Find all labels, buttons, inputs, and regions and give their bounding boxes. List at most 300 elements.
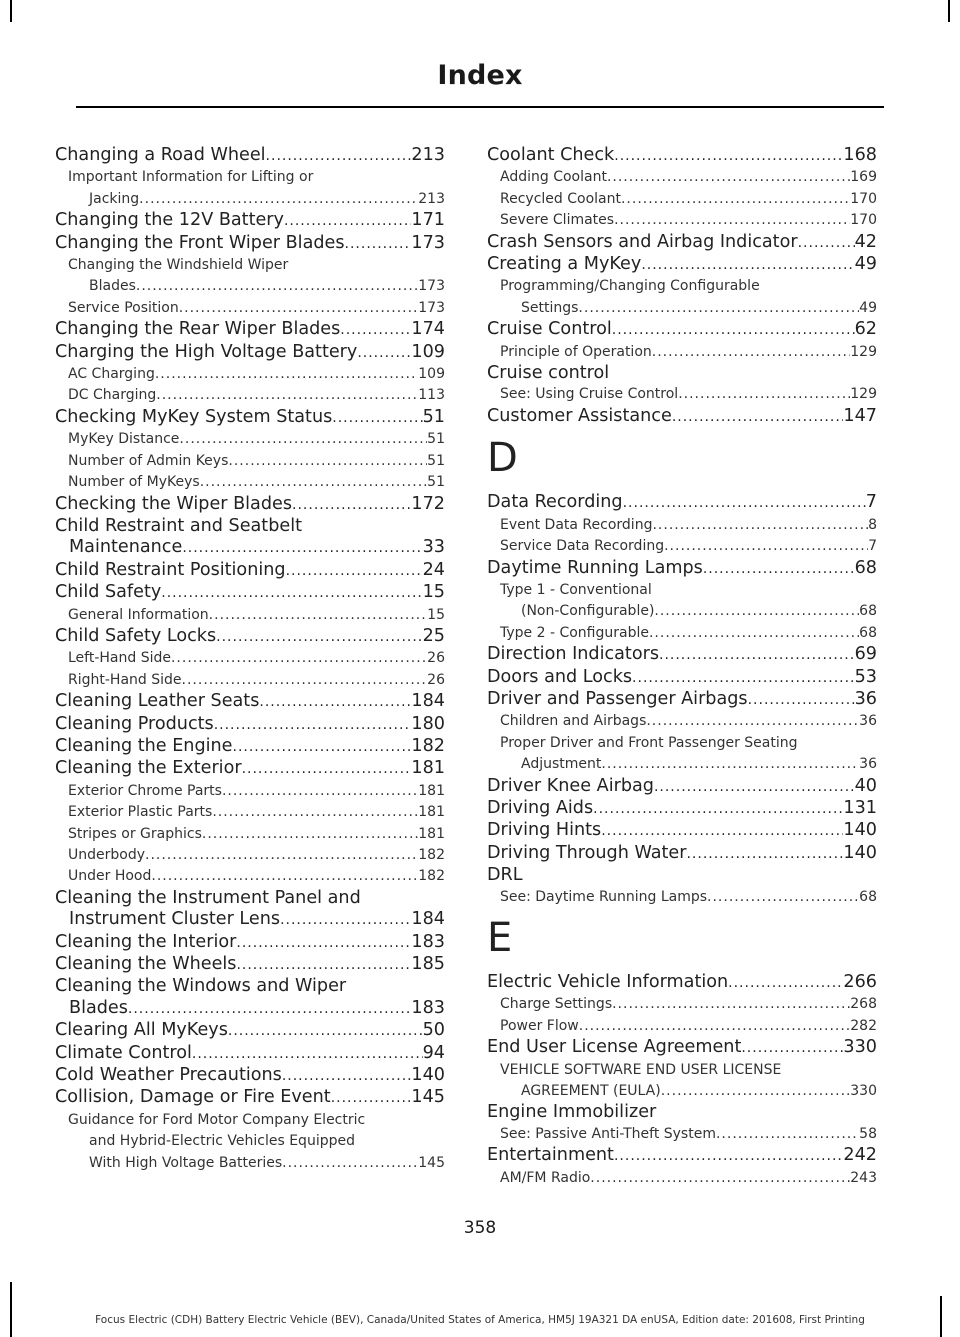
- index-subentry[interactable]: [55, 385, 445, 406]
- page-reference: 172: [411, 493, 445, 514]
- index-heading-line: and Hybrid-Electric Vehicles Equipped: [89, 1133, 355, 1150]
- page-reference: 49: [854, 254, 877, 275]
- index-entry[interactable]: [55, 909, 445, 931]
- dot-leader: [292, 495, 411, 516]
- page-reference: 169: [850, 169, 877, 186]
- dot-leader: [641, 255, 854, 276]
- entry-label: Doors and Locks: [487, 666, 633, 687]
- entry-label: Entertainment: [487, 1145, 614, 1166]
- index-entry[interactable]: [55, 1043, 445, 1065]
- index-entry[interactable]: [55, 319, 445, 341]
- index-heading-line: Cruise control: [487, 363, 610, 384]
- dot-leader: [357, 343, 411, 364]
- index-entry[interactable]: [55, 932, 445, 954]
- entry-label: Power Flow: [500, 1017, 579, 1034]
- index-subentry[interactable]: [487, 1168, 877, 1189]
- entry-label: MyKey Distance: [68, 431, 180, 448]
- index-heading-line: Guidance for Ford Motor Company Electric: [68, 1111, 366, 1128]
- page-number: 358: [463, 1218, 497, 1238]
- dot-leader: [155, 364, 418, 385]
- entry-label: Exterior Chrome Parts: [68, 782, 222, 799]
- index-subentry[interactable]: [55, 429, 445, 450]
- page-reference: 129: [850, 343, 877, 360]
- entry-label: Cleaning Products: [55, 713, 214, 734]
- page-reference: 69: [854, 644, 877, 665]
- entry-label: Maintenance: [69, 537, 183, 558]
- page-reference: 62: [854, 319, 877, 340]
- index-subentry[interactable]: [55, 276, 445, 297]
- entry-label: Adding Coolant: [500, 169, 607, 186]
- index-entry[interactable]: [487, 492, 877, 514]
- page-reference: 147: [843, 405, 877, 426]
- entry-label: Daytime Running Lamps: [487, 557, 703, 578]
- index-entry[interactable]: [55, 494, 445, 516]
- index-entry[interactable]: [487, 843, 877, 865]
- index-entry[interactable]: [55, 736, 445, 758]
- page-reference: 140: [843, 842, 877, 863]
- dot-leader: [161, 583, 422, 604]
- index-column-left: [55, 145, 445, 1174]
- entry-label: Event Data Recording: [500, 516, 653, 533]
- dot-leader: [151, 866, 418, 887]
- index-heading-line: Proper Driver and Front Passenger Seating: [500, 734, 798, 751]
- dot-leader: [798, 233, 855, 254]
- title-rule: [76, 106, 884, 108]
- index-subentry[interactable]: [487, 189, 877, 210]
- index-entry[interactable]: [487, 798, 877, 820]
- index-entry[interactable]: [55, 954, 445, 976]
- index-subentry[interactable]: [487, 601, 877, 622]
- entry-label: Number of Admin Keys: [68, 452, 229, 469]
- entry-label: AM/FM Radio: [500, 1169, 591, 1186]
- entry-label: Child Restraint Positioning: [55, 559, 286, 580]
- page-reference: 183: [411, 997, 445, 1018]
- page-reference: 213: [411, 145, 445, 165]
- page-reference: 42: [854, 231, 877, 252]
- entry-label: General Information: [68, 606, 209, 623]
- entry-label: Under Hood: [68, 868, 152, 885]
- entry-label: Changing the 12V Battery: [55, 210, 284, 231]
- page-reference: 268: [850, 996, 877, 1013]
- entry-label: Checking the Wiper Blades: [55, 493, 293, 514]
- page-reference: 330: [850, 1083, 877, 1100]
- index-heading-line: VEHICLE SOFTWARE END USER LICENSE: [500, 1061, 782, 1078]
- dot-leader: [612, 994, 850, 1015]
- index-subentry[interactable]: [55, 1153, 445, 1174]
- index-entry[interactable]: [487, 319, 877, 341]
- page-reference: 68: [854, 557, 877, 578]
- dot-leader: [661, 1081, 851, 1102]
- index-subentry[interactable]: [487, 384, 877, 405]
- page-reference: 51: [422, 406, 445, 427]
- entry-label: Electric Vehicle Information: [487, 972, 729, 992]
- entry-label: Service Data Recording: [500, 538, 665, 555]
- index-subentry[interactable]: [487, 1016, 877, 1037]
- entry-label: Adjustment: [521, 756, 602, 773]
- page-reference: 170: [850, 190, 877, 207]
- page-reference: 185: [411, 954, 445, 975]
- dot-leader: [649, 623, 859, 644]
- entry-label: AC Charging: [68, 366, 155, 383]
- page-reference: 131: [843, 797, 877, 818]
- dot-leader: [259, 692, 411, 713]
- entry-label: AGREEMENT (EULA): [521, 1083, 661, 1100]
- entry-label: Charge Settings: [500, 996, 613, 1013]
- index-subentry[interactable]: [55, 189, 445, 210]
- index-entry[interactable]: [55, 758, 445, 780]
- dot-leader: [578, 298, 859, 319]
- entry-label: Charging the High Voltage Battery: [55, 341, 358, 362]
- dot-leader: [590, 1168, 850, 1189]
- index-entry[interactable]: [55, 1087, 445, 1109]
- index-subentry[interactable]: [55, 670, 445, 691]
- dot-leader: [200, 472, 427, 493]
- dot-leader: [286, 561, 423, 582]
- entry-label: Cleaning the Engine: [55, 735, 233, 756]
- page-reference: 181: [411, 758, 445, 779]
- dot-leader: [156, 385, 418, 406]
- entry-label: Left-Hand Side: [68, 650, 171, 667]
- dot-leader: [171, 648, 427, 669]
- dot-leader: [145, 845, 418, 866]
- dot-leader: [214, 715, 412, 736]
- index-subentry[interactable]: [487, 711, 877, 732]
- entry-label: Child Safety: [55, 582, 162, 603]
- entry-label: Data Recording: [487, 492, 623, 513]
- page-reference: 243: [850, 1169, 877, 1186]
- entry-label: Cold Weather Precautions: [55, 1065, 282, 1086]
- dot-leader: [136, 276, 418, 297]
- index-subentry[interactable]: [487, 754, 877, 775]
- entry-label: Crash Sensors and Airbag Indicator: [487, 231, 798, 252]
- index-entry[interactable]: [487, 820, 877, 842]
- page-reference: 173: [418, 278, 445, 295]
- dot-leader: [139, 189, 418, 210]
- index-column-right: [487, 145, 877, 1189]
- dot-leader: [614, 146, 843, 167]
- index-subentry[interactable]: [487, 536, 877, 557]
- index-entry[interactable]: [55, 342, 445, 364]
- page-reference: 49: [859, 299, 877, 316]
- page-reference: 51: [427, 474, 445, 491]
- dot-leader: [228, 1021, 423, 1042]
- page-footer: Focus Electric (CDH) Battery Electric Vehicle (BEV), Canada/United States of America, HM5J 19A321 DA enUSA, Edition date: 201608, First Printing: [95, 1314, 865, 1326]
- entry-label: Cruise Control: [487, 319, 612, 340]
- page-reference: 183: [411, 931, 445, 952]
- index-subentry[interactable]: [487, 210, 877, 231]
- index-entry[interactable]: [55, 714, 445, 736]
- dot-leader: [623, 493, 866, 514]
- page-reference: 173: [418, 299, 445, 316]
- dot-leader: [266, 146, 412, 167]
- entry-label: Collision, Damage or Fire Event: [55, 1087, 331, 1108]
- dot-leader: [179, 298, 419, 319]
- index-entry[interactable]: [487, 776, 877, 798]
- entry-label: See: Daytime Running Lamps: [500, 888, 708, 905]
- index-entry[interactable]: [55, 233, 445, 255]
- entry-label: Driving Aids: [487, 797, 594, 818]
- page-reference: 174: [411, 319, 445, 340]
- index-subentry[interactable]: [487, 623, 877, 644]
- index-heading-line: Changing the Windshield Wiper: [68, 257, 289, 274]
- entry-label: See: Using Cruise Control: [500, 386, 679, 403]
- page-title: Index: [437, 60, 523, 91]
- page-reference: 129: [850, 386, 877, 403]
- dot-leader: [614, 210, 850, 231]
- index-entry[interactable]: [55, 210, 445, 232]
- section-letter: E: [487, 915, 513, 961]
- page-reference: 266: [843, 972, 877, 992]
- dot-leader: [331, 1088, 412, 1109]
- index-subentry[interactable]: [55, 648, 445, 669]
- dot-leader: [282, 1066, 412, 1087]
- entry-label: Cleaning Leather Seats: [55, 691, 260, 712]
- index-entry[interactable]: [55, 582, 445, 604]
- page-reference: 25: [422, 625, 445, 646]
- entry-label: Coolant Check: [487, 145, 615, 165]
- page-reference: 8: [868, 516, 877, 533]
- page-reference: 36: [859, 756, 877, 773]
- entry-label: Underbody: [68, 847, 145, 863]
- entry-label: Cleaning the Interior: [55, 931, 237, 952]
- page-reference: 26: [427, 650, 445, 667]
- entry-label: Climate Control: [55, 1042, 192, 1063]
- entry-label: With High Voltage Batteries: [89, 1154, 283, 1171]
- index-subentry[interactable]: [55, 298, 445, 319]
- index-entry[interactable]: [487, 406, 877, 428]
- index-subentry[interactable]: [55, 364, 445, 385]
- page-reference: 109: [418, 366, 445, 383]
- page-reference: 68: [859, 624, 877, 641]
- page-reference: 170: [850, 212, 877, 229]
- dot-leader: [593, 799, 843, 820]
- dot-leader: [236, 933, 411, 954]
- page-reference: 145: [418, 1154, 445, 1171]
- index-entry[interactable]: [55, 537, 445, 559]
- entry-label: Instrument Cluster Lens: [69, 909, 281, 930]
- page-reference: 7: [865, 492, 877, 513]
- index-entry[interactable]: [487, 1145, 877, 1167]
- index-entry[interactable]: [55, 560, 445, 582]
- index-entry[interactable]: [487, 232, 877, 254]
- dot-leader: [280, 910, 411, 931]
- dot-leader: [707, 887, 859, 908]
- entry-label: Type 2 - Configurable: [500, 624, 649, 641]
- index-subentry[interactable]: [487, 342, 877, 363]
- index-subentry[interactable]: [487, 167, 877, 188]
- index-entry[interactable]: [487, 1037, 877, 1059]
- dot-leader: [621, 189, 850, 210]
- index-entry[interactable]: [487, 972, 877, 994]
- entry-label: Changing the Front Wiper Blades: [55, 232, 345, 253]
- page-reference: 36: [854, 688, 877, 709]
- entry-label: Right-Hand Side: [68, 671, 182, 688]
- entry-label: Settings: [521, 299, 579, 316]
- index-entry[interactable]: [55, 998, 445, 1020]
- page-reference: 15: [427, 606, 445, 623]
- index-entry[interactable]: [55, 691, 445, 713]
- index-subentry[interactable]: [487, 887, 877, 908]
- dot-leader: [284, 211, 411, 232]
- page-reference: 182: [411, 735, 445, 756]
- entry-label: Cleaning the Wheels: [55, 954, 237, 975]
- dot-leader: [654, 601, 859, 622]
- page-reference: 182: [418, 868, 445, 885]
- page-reference: 15: [422, 582, 445, 603]
- index-subentry[interactable]: [55, 605, 445, 626]
- page-reference: 171: [411, 210, 445, 231]
- page-reference: 68: [859, 888, 877, 905]
- page-reference: 36: [859, 713, 877, 730]
- dot-leader: [652, 515, 868, 536]
- dot-leader: [703, 559, 855, 580]
- entry-label: Children and Airbags: [500, 713, 647, 730]
- index-subentry[interactable]: [55, 472, 445, 493]
- index-entry[interactable]: [487, 254, 877, 276]
- entry-label: Number of MyKeys: [68, 474, 200, 491]
- dot-leader: [716, 1124, 859, 1145]
- index-entry[interactable]: [487, 145, 877, 167]
- page-reference: 40: [854, 775, 877, 796]
- dot-leader: [579, 1016, 851, 1037]
- dot-leader: [233, 737, 412, 758]
- index-subentry[interactable]: [487, 1081, 877, 1102]
- dot-leader: [612, 320, 855, 341]
- page-reference: 50: [422, 1020, 445, 1041]
- index-heading-line: Important Information for Lifting or: [68, 169, 314, 186]
- page-reference: 58: [859, 1125, 877, 1142]
- index-subentry[interactable]: [487, 994, 877, 1015]
- page-reference: 68: [859, 603, 877, 620]
- index-entry[interactable]: [487, 689, 877, 711]
- page-reference: 140: [843, 820, 877, 841]
- entry-label: Stripes or Graphics: [68, 825, 202, 842]
- entry-label: Severe Climates: [500, 212, 615, 229]
- page-reference: 51: [427, 452, 445, 469]
- page-reference: 145: [411, 1087, 445, 1108]
- crop-mark: [948, 0, 950, 22]
- dot-leader: [128, 999, 412, 1020]
- index-heading-line: Cleaning the Instrument Panel and: [55, 887, 361, 908]
- dot-leader: [282, 1153, 418, 1174]
- entry-label: Recycled Coolant: [500, 190, 621, 207]
- index-entry[interactable]: [55, 1020, 445, 1042]
- dot-leader: [212, 802, 418, 823]
- dot-leader: [236, 955, 411, 976]
- index-subentry[interactable]: [487, 1124, 877, 1145]
- page-reference: 181: [418, 804, 445, 821]
- entry-label: Driver Knee Airbag: [487, 775, 654, 796]
- dot-leader: [601, 754, 859, 775]
- entry-label: Driving Hints: [487, 820, 602, 841]
- index-entry[interactable]: [487, 558, 877, 580]
- page-reference: 140: [411, 1065, 445, 1086]
- page-reference: 184: [411, 909, 445, 930]
- entry-label: Service Position: [68, 299, 179, 316]
- entry-label: Cleaning the Exterior: [55, 758, 242, 779]
- index-entry[interactable]: [55, 1065, 445, 1087]
- dot-leader: [607, 167, 850, 188]
- index-heading-line: Engine Immobilizer: [487, 1102, 657, 1123]
- entry-label: Clearing All MyKeys: [55, 1020, 228, 1041]
- page-reference: 7: [868, 538, 877, 555]
- index-heading-line: Programming/Changing Configurable: [500, 278, 760, 295]
- index-subentry[interactable]: [55, 824, 445, 845]
- dot-leader: [216, 627, 422, 648]
- entry-label: Child Safety Locks: [55, 625, 217, 646]
- page-reference: 94: [422, 1042, 445, 1063]
- index-subentry[interactable]: [55, 845, 445, 866]
- page-reference: 33: [422, 537, 445, 558]
- dot-leader: [332, 408, 422, 429]
- index-entry[interactable]: [487, 667, 877, 689]
- index-entry[interactable]: [55, 407, 445, 429]
- dot-leader: [659, 645, 855, 666]
- entry-label: DC Charging: [68, 387, 157, 404]
- dot-leader: [209, 605, 428, 626]
- index-entry[interactable]: [487, 644, 877, 666]
- index-entry[interactable]: [55, 626, 445, 648]
- entry-label: Principle of Operation: [500, 343, 652, 360]
- dot-leader: [646, 711, 859, 732]
- page-reference: 282: [850, 1017, 877, 1034]
- dot-leader: [182, 670, 428, 691]
- dot-leader: [222, 781, 418, 802]
- entry-label: Jacking: [89, 190, 140, 207]
- entry-label: Changing a Road Wheel: [55, 145, 266, 165]
- index-subentry[interactable]: [487, 515, 877, 536]
- index-subentry[interactable]: [55, 781, 445, 802]
- section-letter: D: [487, 435, 518, 482]
- entry-label: Driving Through Water: [487, 842, 687, 863]
- entry-label: Creating a MyKey: [487, 254, 642, 275]
- page-reference: 51: [427, 431, 445, 448]
- index-heading-line: Cleaning the Windows and Wiper: [55, 976, 347, 997]
- index-heading-line: Child Restraint and Seatbelt: [55, 515, 302, 536]
- crop-mark: [10, 0, 12, 22]
- dot-leader: [654, 777, 855, 798]
- page-reference: 168: [843, 145, 877, 165]
- page-reference: 213: [418, 190, 445, 207]
- dot-leader: [632, 668, 855, 689]
- page-reference: 184: [411, 691, 445, 712]
- dot-leader: [345, 234, 412, 255]
- page-reference: 24: [422, 559, 445, 580]
- index-subentry[interactable]: [55, 451, 445, 472]
- entry-label: Blades: [89, 278, 136, 295]
- dot-leader: [664, 536, 868, 557]
- dot-leader: [340, 320, 411, 341]
- index-entry[interactable]: [55, 145, 445, 167]
- dot-leader: [202, 824, 418, 845]
- dot-leader: [741, 1038, 843, 1059]
- page-reference: 242: [843, 1145, 877, 1166]
- crop-mark: [10, 1282, 12, 1337]
- dot-leader: [242, 759, 412, 780]
- entry-label: Changing the Rear Wiper Blades: [55, 319, 341, 340]
- page-reference: 53: [854, 666, 877, 687]
- index-subentry[interactable]: [487, 298, 877, 319]
- dot-leader: [601, 821, 843, 842]
- dot-leader: [686, 844, 843, 865]
- page-reference: 182: [418, 847, 445, 863]
- index-subentry[interactable]: [55, 866, 445, 887]
- index-subentry[interactable]: [55, 802, 445, 823]
- page-reference: 180: [411, 713, 445, 734]
- page-reference: 330: [843, 1037, 877, 1058]
- entry-label: See: Passive Anti-Theft System: [500, 1125, 716, 1142]
- dot-leader: [182, 538, 422, 559]
